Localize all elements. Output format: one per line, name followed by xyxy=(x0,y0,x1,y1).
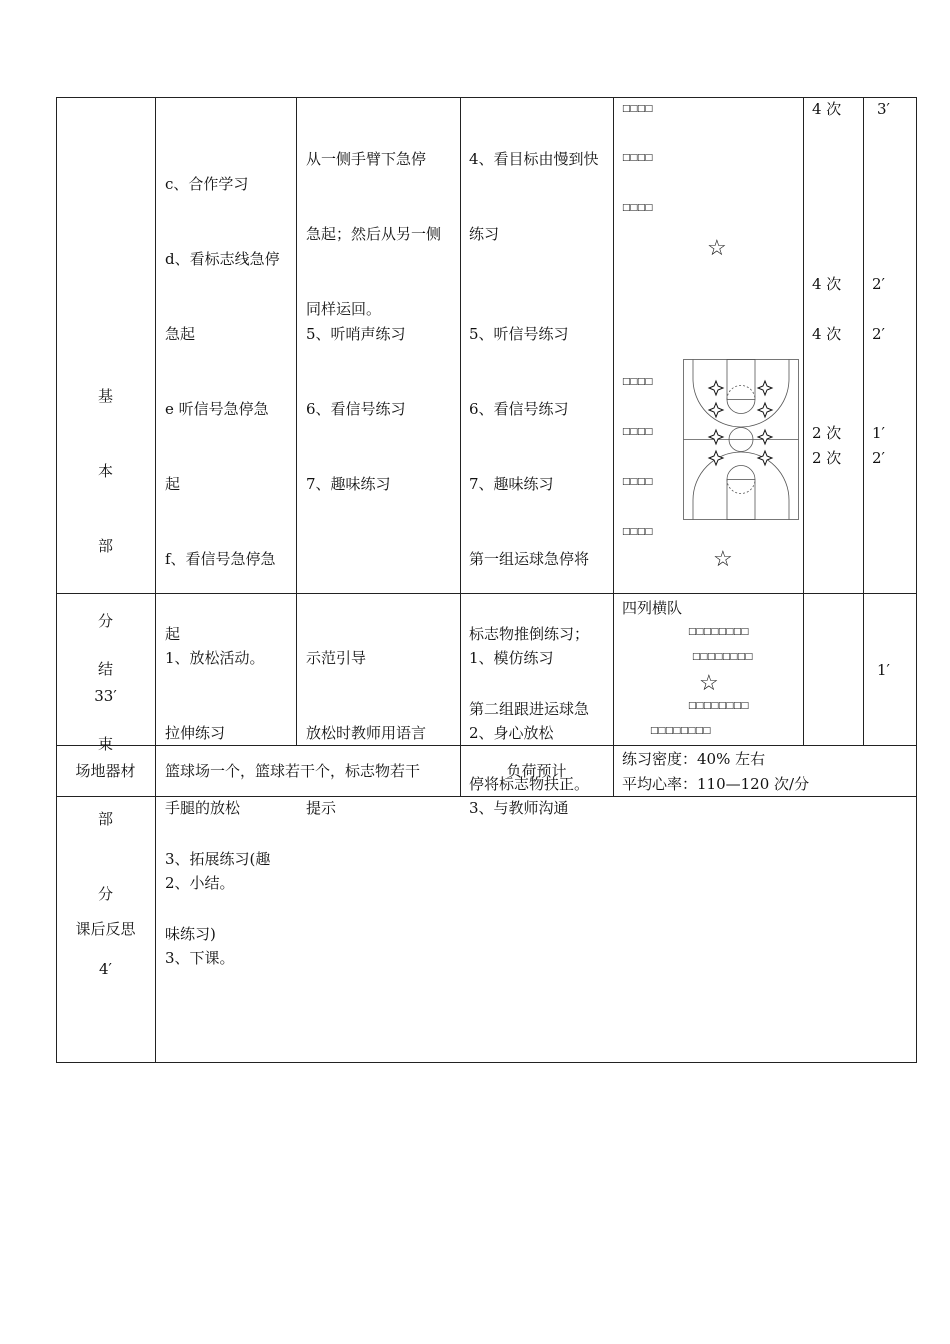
student-line: 标志物推倒练习； xyxy=(469,625,590,643)
teacher-line: 放松时教师用语言 xyxy=(306,724,427,742)
formation-row: □□□□ xyxy=(622,377,653,387)
student-line: 5、听信号练习 xyxy=(469,325,569,343)
content-line: 手腿的放松 xyxy=(165,799,241,817)
formation-row: □□□□ xyxy=(622,427,653,437)
formation-row: □□□□□□□□ xyxy=(692,652,753,662)
teacher-line: 7、趣味练习 xyxy=(306,475,391,493)
marker-star-icon xyxy=(758,430,772,444)
court-key xyxy=(727,480,755,520)
end-content xyxy=(165,596,265,1021)
content-line: c、合作学习 xyxy=(165,175,249,193)
formation-row: □□□□ xyxy=(622,527,653,537)
times-cell: 4 次 xyxy=(812,325,842,343)
content-line: 味练习) xyxy=(165,925,216,943)
times-cell: 2 次 xyxy=(812,449,842,467)
student-line: 2、身心放松 xyxy=(469,724,554,742)
end-student xyxy=(469,596,569,871)
label-char: 部 xyxy=(97,537,113,555)
content-line: 2、小结。 xyxy=(165,874,235,892)
formation-row: □□□□ xyxy=(622,203,653,213)
equipment-label: 场地器材 xyxy=(75,762,136,780)
reflection-label: 课后反思 xyxy=(75,920,136,938)
section-time: 33′ xyxy=(94,687,117,705)
times-cell: 2 次 xyxy=(812,424,842,442)
column-divider xyxy=(803,97,804,746)
court-free-throw-arc xyxy=(727,386,755,400)
marker-star-icon xyxy=(758,451,772,465)
teacher-line: 5、听哨声练习 xyxy=(306,325,406,343)
equipment-value: 篮球场一个，篮球若干个，标志物若干 xyxy=(165,762,421,780)
basketball-court-diagram xyxy=(683,359,799,520)
marker-star-icon xyxy=(709,430,723,444)
marker-star-icon xyxy=(758,381,772,395)
table-border-bottom xyxy=(56,1062,917,1063)
marker-star-icon xyxy=(758,403,772,417)
duration-cell: 2′ xyxy=(872,325,885,343)
court-free-throw-arc xyxy=(727,466,755,480)
label-char: 束 xyxy=(97,735,113,753)
content-line: 3、拓展练习(趣 xyxy=(165,850,271,868)
label-char: 分 xyxy=(97,612,113,630)
load-label: 负荷预计 xyxy=(506,762,567,780)
star-icon: ☆ xyxy=(713,547,733,572)
times-cell: 4 次 xyxy=(812,100,842,118)
column-divider xyxy=(863,97,864,746)
formation-row: □□□□ xyxy=(622,104,653,114)
content-line: 起 xyxy=(165,475,181,493)
end-teacher xyxy=(306,596,426,871)
student-line: 4、看目标由慢到快 xyxy=(469,150,599,168)
star-icon: ☆ xyxy=(707,236,727,261)
content-line: 拉伸练习 xyxy=(165,724,226,742)
formation-row: □□□□ xyxy=(622,153,653,163)
times-cell: 4 次 xyxy=(812,275,842,293)
teacher-line: 从一侧手臂下急停 xyxy=(306,150,427,168)
formation-row: □□□□ xyxy=(622,477,653,487)
court-key xyxy=(727,360,755,400)
teacher-line: 提示 xyxy=(306,799,337,817)
court-free-throw-arc xyxy=(727,400,755,414)
content-line: 急起 xyxy=(165,325,196,343)
content-line: f、看信号急停急 xyxy=(165,550,276,568)
teacher-line: 6、看信号练习 xyxy=(306,400,406,418)
student-line: 第二组跟进运球急 xyxy=(469,700,590,718)
student-line: 1、模仿练习 xyxy=(469,649,554,667)
label-char: 部 xyxy=(97,810,113,828)
student-line: 停将标志物扶正。 xyxy=(469,775,590,793)
marker-star-icon xyxy=(709,381,723,395)
student-line: 7、趣味练习 xyxy=(469,475,554,493)
table-border-right xyxy=(916,97,917,1063)
content-line: 1、放松活动。 xyxy=(165,649,265,667)
label-char: 基 xyxy=(97,387,113,405)
formation-row: □□□□□□□□ xyxy=(688,627,749,637)
court-three-point-arc xyxy=(693,360,789,428)
section-time: 4′ xyxy=(99,960,112,978)
content-line: 3、下课。 xyxy=(165,949,235,967)
student-line: 第一组运球急停将 xyxy=(469,550,590,568)
practice-density: 练习密度：40% 左右 xyxy=(622,750,766,768)
student-line: 3、与教师沟通 xyxy=(469,799,569,817)
student-line: 6、看信号练习 xyxy=(469,400,569,418)
student-line: 练习 xyxy=(469,225,500,243)
teacher-line: 急起；然后从另一侧 xyxy=(306,225,442,243)
content-line: 起 xyxy=(165,625,181,643)
teacher-line: 示范引导 xyxy=(306,649,367,667)
average-heart-rate: 平均心率：110—120 次/分 xyxy=(622,775,810,793)
content-line: e 听信号急停急 xyxy=(165,400,269,418)
label-char: 分 xyxy=(97,885,113,903)
court-three-point-arc xyxy=(693,452,789,520)
teacher-line: 同样运回。 xyxy=(306,300,382,318)
court-free-throw-arc xyxy=(727,480,755,494)
label-char: 结 xyxy=(97,660,113,678)
section-label-end xyxy=(56,607,155,1032)
column-divider xyxy=(155,97,156,1063)
column-divider xyxy=(460,97,461,797)
duration-cell: 2′ xyxy=(872,275,885,293)
label-char: 本 xyxy=(97,462,113,480)
column-divider xyxy=(296,97,297,746)
marker-star-icon xyxy=(709,403,723,417)
duration-cell: 1′ xyxy=(872,424,885,442)
duration-cell: 3′ xyxy=(877,100,890,118)
basic-student-top xyxy=(469,97,599,297)
formation-row: □□□□□□□□ xyxy=(650,726,711,736)
duration-cell: 2′ xyxy=(872,449,885,467)
content-line: d、看标志线急停 xyxy=(165,250,280,268)
duration-cell: 1′ xyxy=(877,661,890,679)
column-divider xyxy=(613,97,614,797)
formation-title: 四列横队 xyxy=(622,599,683,617)
formation-row: □□□□□□□□ xyxy=(688,701,749,711)
lesson-plan-table xyxy=(56,97,917,1063)
basic-teacher-bottom xyxy=(306,272,406,547)
star-icon: ☆ xyxy=(699,671,719,696)
